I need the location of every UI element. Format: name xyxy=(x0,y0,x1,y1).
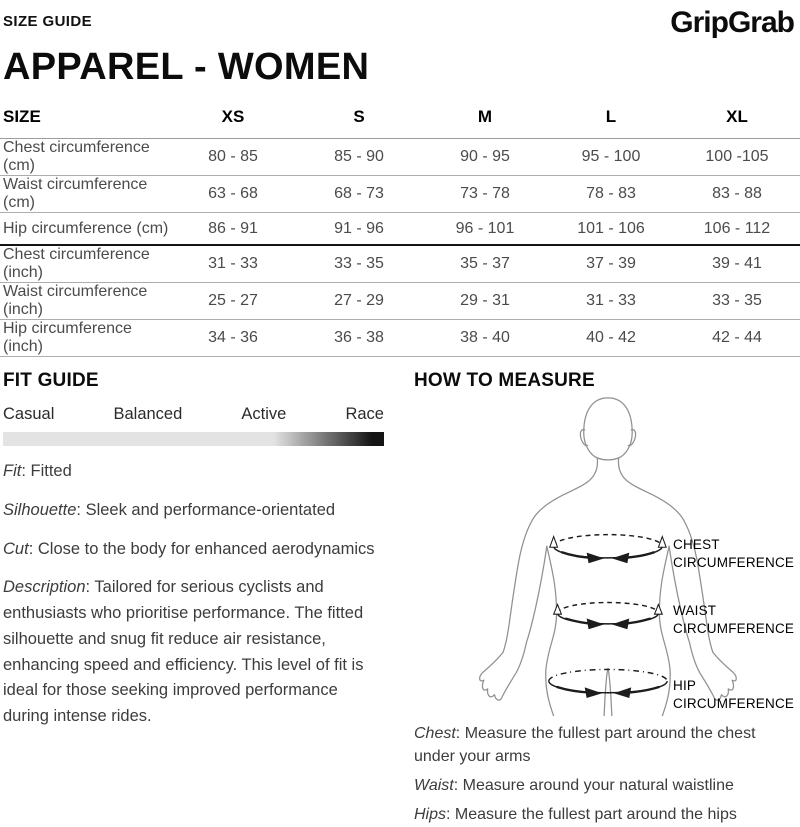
row-label: Waist circumference (cm) xyxy=(0,175,170,212)
size-cell: 91 - 96 xyxy=(296,212,422,245)
size-cell: 38 - 40 xyxy=(422,320,548,357)
size-cell: 36 - 38 xyxy=(296,320,422,357)
fit-attribute-silhouette xyxy=(3,498,384,524)
how-to-measure-title: HOW TO MEASURE xyxy=(414,370,595,392)
size-cell: 29 - 31 xyxy=(422,283,548,320)
table-row xyxy=(0,320,800,357)
column-header-xs: XS xyxy=(170,101,296,139)
size-table-body xyxy=(0,138,800,357)
size-cell: 35 - 37 xyxy=(422,245,548,283)
page-header xyxy=(0,0,800,38)
row-label: Waist circumference (inch) xyxy=(0,283,170,320)
size-cell: 37 - 39 xyxy=(548,245,674,283)
instruction-text: Measure the fullest part around the chest under your arms xyxy=(414,725,756,765)
size-cell: 68 - 73 xyxy=(296,175,422,212)
table-row xyxy=(0,245,800,283)
instruction-chest xyxy=(414,723,800,768)
size-cell: 101 - 106 xyxy=(548,212,674,245)
fit-gradient-bar xyxy=(3,432,384,446)
size-cell: 63 - 68 xyxy=(170,175,296,212)
row-label: Chest circumference (cm) xyxy=(0,138,170,175)
size-cell: 25 - 27 xyxy=(170,283,296,320)
scale-label-active: Active xyxy=(241,405,287,424)
instruction-hips xyxy=(414,804,800,826)
table-row xyxy=(0,175,800,212)
table-row xyxy=(0,138,800,175)
header-row xyxy=(0,101,800,139)
waist-measure-ring xyxy=(554,603,663,630)
page-title: APPAREL - WOMEN xyxy=(3,46,370,88)
size-cell: 80 - 85 xyxy=(170,138,296,175)
column-header-size: SIZE xyxy=(0,101,170,139)
column-header-m: M xyxy=(422,101,548,139)
table-row xyxy=(0,212,800,245)
instruction-waist xyxy=(414,775,800,797)
size-cell: 31 - 33 xyxy=(548,283,674,320)
colon: : xyxy=(455,725,465,743)
row-label: Hip circumference (cm) xyxy=(0,212,170,245)
measure-instructions xyxy=(414,723,800,827)
scale-label-race: Race xyxy=(345,405,384,424)
size-cell: 83 - 88 xyxy=(674,175,800,212)
gripgrab-logo: GripGrab xyxy=(670,6,794,39)
row-label: Hip circumference (inch) xyxy=(0,320,170,357)
size-cell: 39 - 41 xyxy=(674,245,800,283)
attribute-text: Close to the body for enhanced aerodynamics xyxy=(37,539,375,558)
attribute-label: Fit xyxy=(3,462,22,481)
size-cell: 95 - 100 xyxy=(548,138,674,175)
attribute-text: Tailored for serious cyclists and enthusiasts who prioritise performance. The fitted silhouette and snug fit reduce air resistance, enhancing speed and efficiency. This level of fit is ideal for those seeking improved performance during intense rides. xyxy=(3,578,364,726)
fit-attribute-cut xyxy=(3,537,384,563)
table-row xyxy=(0,283,800,320)
colon: : xyxy=(453,776,463,794)
size-cell: 33 - 35 xyxy=(296,245,422,283)
size-cell: 31 - 33 xyxy=(170,245,296,283)
fit-scale-labels xyxy=(3,405,384,424)
size-cell: 106 - 112 xyxy=(674,212,800,245)
colon: : xyxy=(28,539,38,558)
instruction-label: Hips xyxy=(414,806,447,824)
size-table-header xyxy=(0,101,800,139)
instruction-label: Chest xyxy=(414,725,456,743)
size-table xyxy=(0,101,800,358)
column-header-xl: XL xyxy=(674,101,800,139)
instruction-label: Waist xyxy=(414,776,454,794)
colon: : xyxy=(446,806,455,824)
attribute-text: Fitted xyxy=(30,462,72,481)
scale-label-balanced: Balanced xyxy=(113,405,183,424)
size-cell: 86 - 91 xyxy=(170,212,296,245)
size-cell: 85 - 90 xyxy=(296,138,422,175)
instruction-text: Measure around your natural waistline xyxy=(462,776,734,794)
lower-columns xyxy=(0,370,800,826)
row-label: Chest circumference (inch) xyxy=(0,245,170,283)
size-cell: 27 - 29 xyxy=(296,283,422,320)
fit-guide-title: FIT GUIDE xyxy=(3,370,99,392)
hip-measure-ring xyxy=(549,670,667,699)
fit-guide-section xyxy=(3,370,384,826)
fit-attribute-fit xyxy=(3,459,384,485)
colon: : xyxy=(85,578,95,597)
how-to-measure-section xyxy=(414,370,800,826)
size-cell: 33 - 35 xyxy=(674,283,800,320)
colon: : xyxy=(76,500,86,519)
attribute-label: Cut xyxy=(3,539,29,558)
size-cell: 96 - 101 xyxy=(422,212,548,245)
column-header-s: S xyxy=(296,101,422,139)
size-cell: 34 - 36 xyxy=(170,320,296,357)
size-cell: 100 -105 xyxy=(674,138,800,175)
attribute-label: Silhouette xyxy=(3,500,77,519)
size-cell: 73 - 78 xyxy=(422,175,548,212)
hip-circumference-label: HIP CIRCUMFERENCE xyxy=(673,678,795,711)
colon: : xyxy=(21,462,31,481)
fit-attribute-description xyxy=(3,575,384,729)
column-header-l: L xyxy=(548,101,674,139)
waist-circumference-label: WAIST CIRCUMFERENCE xyxy=(673,603,795,636)
size-cell: 78 - 83 xyxy=(548,175,674,212)
size-cell: 90 - 95 xyxy=(422,138,548,175)
attribute-text: Sleek and performance-orientated xyxy=(85,500,336,519)
measurement-diagram xyxy=(414,394,800,716)
chest-measure-ring xyxy=(550,535,666,564)
size-cell: 40 - 42 xyxy=(548,320,674,357)
instruction-text: Measure the fullest part around the hips xyxy=(454,806,737,824)
size-cell: 42 - 44 xyxy=(674,320,800,357)
attribute-label: Description xyxy=(3,578,86,597)
chest-circumference-label: CHEST CIRCUMFERENCE xyxy=(673,537,795,570)
eyebrow-label: SIZE GUIDE xyxy=(3,13,93,30)
scale-label-casual: Casual xyxy=(3,405,55,424)
